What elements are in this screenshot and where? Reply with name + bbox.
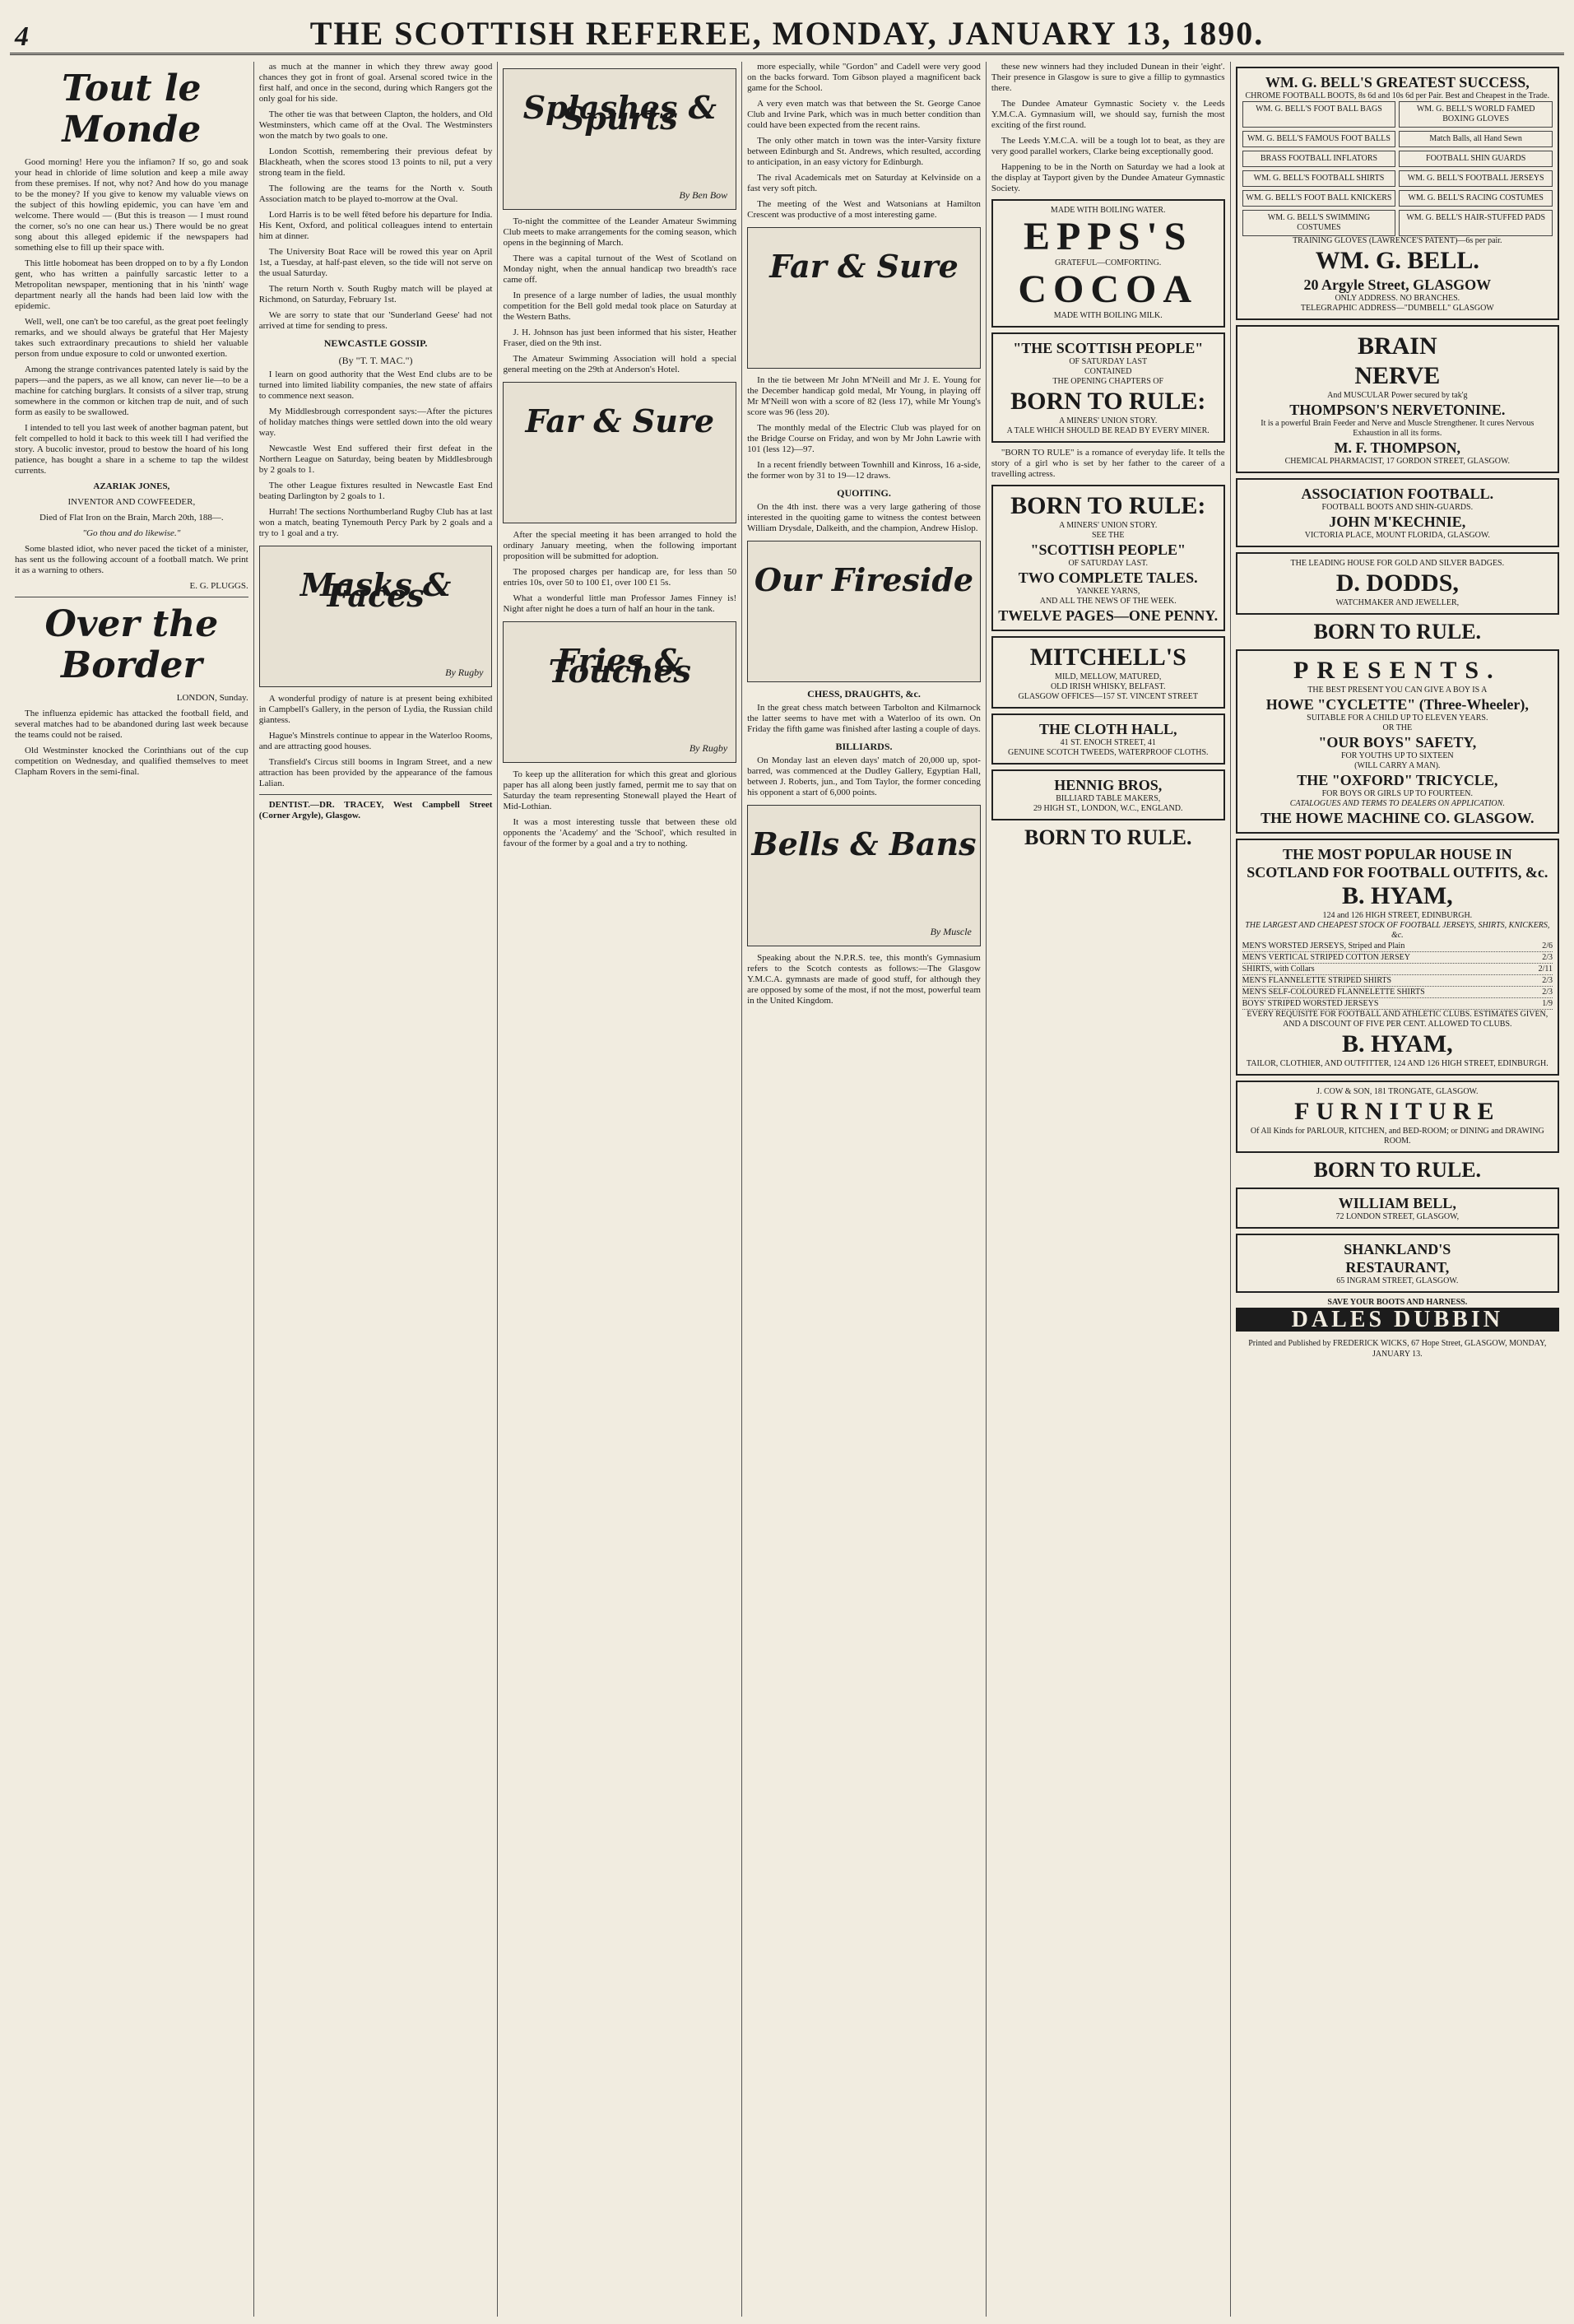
signoff-sub: INVENTOR AND COWFEEDER, — [67, 497, 196, 507]
price-item: MEN'S WORSTED JERSEYS, Striped and Plain — [1242, 941, 1405, 951]
ad-brand: THOMPSON'S NERVETONINE. — [1289, 402, 1506, 418]
ad-title: THE MOST POPULAR HOUSE IN SCOTLAND FOR FOOTBALL OUTFITS, &c. — [1247, 846, 1548, 881]
product-cell: WM. G. BELL'S FOOTBALL SHIRTS — [1242, 170, 1396, 187]
illustration-header — [503, 621, 736, 763]
price-value: 2/11 — [1538, 964, 1553, 974]
ad-line: OF SATURDAY LAST. — [1068, 559, 1149, 568]
sub-heading: BILLIARDS. — [835, 741, 893, 752]
ad-line: CHEMICAL PHARMACIST, 17 GORDON STREET, GLASGOW. — [1284, 457, 1510, 466]
article-paragraph: In the tie between Mr John M'Neill and Mr J. E. Young for the December handicap gold medal, Mr Young, in playing off Mr M'Neill won with a score of 82 (less 17), while Mr Young's score was 96 (less 20). — [747, 375, 981, 417]
price-value: 2/6 — [1542, 941, 1553, 951]
article-paragraph: The return North v. South Rugby match will be played at Richmond, on Saturday, February 1st. — [258, 284, 493, 304]
ad-title: HENNIG BROS, — [1054, 777, 1163, 793]
product-cell: WM. G. BELL'S SWIMMING COSTUMES — [1242, 210, 1396, 236]
ad-line: TRAINING GLOVES (LAWRENCE'S PATENT)—6s per pair. — [1293, 236, 1502, 245]
ad-brand: B. HYAM, — [1341, 1030, 1453, 1057]
price-row — [1242, 941, 1553, 952]
price-item: MEN'S VERTICAL STRIPED COTTON JERSEY — [1242, 953, 1410, 962]
illustration-byline: By Muscle — [930, 926, 972, 937]
article-paragraph: On Monday last an eleven days' match of 20,000 up, spot-barred, was commenced at the Dudley Gallery, Egyptian Hall, between J. Roberts, jun., and Tom Taylor, the former conceding his opponent a start of 6,000 points. — [747, 755, 981, 797]
product-cell: WM. G. BELL'S RACING COSTUMES — [1399, 190, 1553, 207]
product-cell: WM. G. BELL'S FOOTBALL JERSEYS — [1399, 170, 1553, 187]
illustration-header — [747, 805, 981, 946]
article-paragraph: This little hobomeat has been dropped on to by a fly London gent, who has written a painfully sarcastic letter to a Metropolitan newspaper, mentioning that in his 'ninth' wage department nearly all the hands had been laid low with the epidemic. — [15, 258, 248, 311]
ad-product: COCOA — [1018, 267, 1199, 311]
article-paragraph: Old Westminster knocked the Corinthians out of the cup competition on Wednesday, and qualified themselves to meet Clapham Rovers in the semi-final. — [15, 746, 248, 777]
article-paragraph: On the 4th inst. there was a very large gathering of those interested in the quoiting game to witness the contest between William Drysdale, Dalkeith, and the champion, Andrew Hislop. — [747, 502, 981, 533]
illustration-header — [503, 68, 736, 210]
ad-line: SAVE YOUR BOOTS AND HARNESS. — [1327, 1298, 1468, 1307]
ad-brand: EPPS'S — [1024, 215, 1193, 258]
illustration-title: Far & Sure — [769, 248, 959, 285]
ad-line: SUITABLE FOR A CHILD UP TO ELEVEN YEARS. — [1307, 713, 1488, 723]
illustration-header — [747, 227, 981, 369]
illustration-byline: By Ben Bow — [679, 189, 728, 201]
dales-dubbin-ad: DALES DUBBIN — [1236, 1308, 1559, 1332]
illustration-title: Masks & Faces — [299, 566, 452, 614]
ad-line: CATALOGUES AND TERMS TO DEALERS ON APPLICATION. — [1289, 799, 1505, 808]
article-paragraph: The following are the teams for the North v. South Association match to be played to-morrow at the Oval. — [258, 184, 493, 204]
dentist-ad: DENTIST.—DR. TRACEY, West Campbell Street (Corner Argyle), Glasgow. — [258, 800, 493, 820]
price-row — [1242, 975, 1553, 987]
ad-title: PRESENTS. — [1293, 657, 1502, 684]
illustration-byline: By Rugby — [689, 742, 728, 754]
article-paragraph: The influenza epidemic has attacked the football field, and several matches had to be abandoned during last week because the teams could not be raised. — [15, 709, 248, 740]
article-paragraph: The Dundee Amateur Gymnastic Society v. the Leeds Y.M.C.A. Gymnasium will, we should say, furnish the most exciting of the first round. — [991, 99, 1225, 130]
column-3 — [498, 62, 742, 2317]
article-paragraph: I learn on good authority that the West End clubs are to be turned into limited liability companies, the new state of affairs to commence next season. — [258, 370, 493, 401]
ad-line: M. F. THOMPSON, — [1334, 439, 1461, 456]
ad-line: THE "OXFORD" TRICYCLE, — [1297, 772, 1498, 788]
ad-line: OR THE — [1382, 723, 1413, 732]
ad-line: TWO COMPLETE TALES. — [1018, 569, 1198, 586]
ad-line: GRATEFUL—COMFORTING. — [1055, 258, 1162, 267]
sub-heading: NEWCASTLE GOSSIP. — [323, 337, 428, 349]
column-6-ads — [1231, 62, 1564, 2317]
article-paragraph: In a recent friendly between Townhill and Kinross, 16 a-side, the former won by 31 to 19—12 draws. — [747, 460, 981, 481]
article-paragraph: Newcastle West End suffered their first defeat in the Northern League on Saturday, being beaten by Middlesbrough by 2 goals to 1. — [258, 444, 493, 475]
dateline: LONDON, Sunday. — [176, 693, 248, 703]
ad-line: OLD IRISH WHISKY, BELFAST. — [1050, 682, 1166, 691]
ad-line: MILD, MELLOW, MATURED, — [1055, 672, 1162, 681]
ad-line: FOR YOUTHS UP TO SIXTEEN — [1340, 751, 1454, 760]
ad-brand: WILLIAM BELL, — [1338, 1195, 1456, 1211]
dodds-ad — [1236, 552, 1559, 615]
article-paragraph: The University Boat Race will be rowed this year on April 1st, a Tuesday, at half-past eleven, so the tide will not serve on the usual Saturday. — [258, 247, 493, 278]
ad-brand: FURNITURE — [1294, 1098, 1501, 1125]
ad-title: ASSOCIATION FOOTBALL. — [1301, 486, 1494, 502]
article-paragraph: The other League fixtures resulted in Newcastle East End beating Darlington by 2 goals to 1. — [258, 481, 493, 501]
ad-line: THE OPENING CHAPTERS OF — [1052, 377, 1164, 386]
article-paragraph: Among the strange contrivances patented lately is said by the papers—and the papers, as we all know, can never lie—to be a machine for catching burglars. It consists of a silver trap, strung somewhere in the common or kitchen trap de nuit, and of such form as easily to be swallowed. — [15, 365, 248, 417]
epps-cocoa-ad — [991, 199, 1225, 328]
sub-heading: QUOITING. — [837, 487, 891, 499]
ad-title: "THE SCOTTISH PEOPLE" — [1013, 340, 1204, 356]
ad-line: RESTAURANT, — [1345, 1259, 1450, 1276]
article-paragraph: these new winners had they included Dunean in their 'eight'. Their presence in Glasgow is sure to give a fillip to gymnastics there. — [991, 62, 1225, 93]
ad-line: 41 ST. ENOCH STREET, 41 — [1060, 738, 1156, 747]
association-football-ad — [1236, 478, 1559, 547]
ad-title: THE CLOTH HALL, — [1038, 721, 1177, 737]
ad-line: GLASGOW OFFICES—157 ST. VINCENT STREET — [1018, 692, 1198, 701]
article-paragraph: There was a capital turnout of the West of Scotland on Monday night, when the annual handicap two breadth's race came off. — [503, 253, 737, 285]
ad-line: OF SATURDAY LAST — [1069, 357, 1148, 366]
quote: "Go thou and do likewise." — [82, 528, 181, 538]
article-paragraph: A wonderful prodigy of nature is at present being exhibited in Campbell's Gallery, in the person of Lydia, the Russian child giantess. — [258, 694, 493, 725]
ad-line: THE LARGEST AND CHEAPEST STOCK OF FOOTBALL JERSEYS, SHIRTS, KNICKERS, &c. — [1245, 921, 1550, 940]
article-paragraph: To-night the committee of the Leander Amateur Swimming Club meets to make arrangements for the coming season, which opens in the beginning of March. — [503, 216, 737, 248]
byline: (By "T. T. MAC.") — [338, 355, 413, 366]
article-paragraph: London Scottish, remembering their previous defeat by Blackheath, when the scores stood 13 points to nil, put a very strong team in the field. — [258, 146, 493, 178]
ad-line: FOR BOYS OR GIRLS UP TO FOURTEEN. — [1321, 789, 1474, 798]
article-paragraph: Lord Harris is to be well fêted before his departure for India. His Kent, Oxford, and political colleagues intend to entertain him at dinner. — [258, 210, 493, 241]
price-value: 2/3 — [1542, 976, 1553, 985]
product-cell: WM. G. BELL'S HAIR-STUFFED PADS — [1399, 210, 1553, 236]
ad-line: "OUR BOYS" SAFETY, — [1318, 734, 1477, 751]
ad-line: And MUSCULAR Power secured by tak'g — [1327, 391, 1468, 400]
price-row — [1242, 987, 1553, 998]
hyam-ad — [1236, 839, 1559, 1076]
ad-line: FOOTBALL BOOTS AND SHIN-GUARDS. — [1321, 503, 1474, 512]
sub-heading: CHESS, DRAUGHTS, &c. — [807, 688, 921, 700]
ad-line: EVERY REQUISITE FOR FOOTBALL AND ATHLETIC CLUBS. ESTIMATES GIVEN, AND A DISCOUNT OF FIVE PER CENT. ALLOWED TO CLUBS. — [1247, 1010, 1548, 1029]
ad-line: BILLIARD TABLE MAKERS, — [1056, 794, 1161, 803]
article-paragraph: The other tie was that between Clapton, the holders, and Old Westminsters, which came off at the Oval. The Westminsters won the match by two goals to one. — [258, 109, 493, 141]
ad-line: 124 and 126 HIGH STREET, EDINBURGH. — [1322, 911, 1473, 920]
scottish-people-ad — [991, 332, 1225, 443]
article-paragraph: more especially, while "Gordon" and Cadell were very good on the backs forward. Tom Gibson played a magnificent back game for the School. — [747, 62, 981, 93]
article-paragraph: A very even match was that between the St. George Canoe Club and Irvine Park, which was in much better condition than could have been expected from the recent rains. — [747, 99, 981, 130]
ad-line: It is a powerful Brain Feeder and Nerve and Muscle Strengthener. It cures Nervous Exhaustion in all its forms. — [1261, 419, 1535, 438]
ad-line: MADE WITH BOILING WATER. — [1050, 206, 1166, 215]
price-value: 2/3 — [1542, 953, 1553, 962]
article-paragraph: The monthly medal of the Electric Club was played for on the Bridge Course on Friday, and won by Mr John Lawrie with 101 (less 12)—97. — [747, 423, 981, 454]
ad-line: BRAIN — [1357, 332, 1437, 360]
printer-imprint: Printed and Published by FREDERICK WICKS, 67 Hope Street, GLASGOW, MONDAY, JANUARY 13. — [1248, 1339, 1547, 1359]
hennig-ad — [991, 769, 1225, 820]
illustration-header — [259, 546, 493, 687]
illustration-title: Far & Sure — [525, 402, 715, 439]
ad-line: 65 INGRAM STREET, GLASGOW. — [1336, 1276, 1459, 1285]
ad-line: WATCHMAKER AND JEWELLER, — [1335, 598, 1460, 607]
ad-line: YANKEE YARNS, — [1076, 587, 1140, 596]
article-paragraph: I intended to tell you last week of another bagman patent, but felt compelled to hold it back to this week till I had verified the story. A bucolic investor, proud to bestow the hoard of his long patience, has bought a share in a scheme to tap the wildest currents. — [15, 423, 248, 476]
price-row — [1242, 998, 1553, 1010]
article-paragraph: Good morning! Here you the infiamon? If so, go and soak your head in chloride of lime solution and keep a mile away from these premises. If not, why not? And how do you manage to be the money? If you give to kenow my valuable views on the subject of this howling epidemic, you can have 'em and welcome. There would — (But this is treason — I must round the corner, so's no one can hear us.) There would be no great song about this alleged epidemic if the newspapers had something else to fill up their space with. — [15, 157, 248, 253]
price-item: BOYS' STRIPED WORSTED JERSEYS — [1242, 999, 1379, 1008]
illustration-title: Fries & Touches — [548, 642, 691, 690]
bell-product-grid — [1242, 101, 1553, 236]
william-bell-ad — [1236, 1188, 1559, 1229]
hyam-price-list — [1242, 941, 1553, 1010]
illustration-title: Splashes & Spurts — [522, 89, 717, 137]
article-paragraph: The proposed charges per handicap are, for less than 50 entries 10s, over 50 to 100 £1, over 100 £1 5s. — [503, 567, 737, 588]
ad-line: JOHN M'KECHNIE, — [1329, 514, 1466, 530]
ad-line: TELEGRAPHIC ADDRESS—"DUMBELL" GLASGOW — [1300, 304, 1494, 313]
ad-line: 20 Argyle Street, GLASGOW — [1303, 277, 1492, 293]
ad-body: "BORN TO RULE" is a romance of everyday life. It tells the story of a girl who is set by her father to the career of a travelling actress. — [991, 448, 1225, 479]
article-paragraph: To keep up the alliteration for which this great and glorious paper has all along been justly famed, permit me to say that on Saturday the team representing Stonewall played the Heart of Mid-Lothian. — [503, 769, 737, 811]
ad-line: Of All Kinds for PARLOUR, KITCHEN, and BED-ROOM; or DINING and DRAWING ROOM. — [1250, 1127, 1544, 1146]
article-paragraph: Transfield's Circus still booms in Ingram Street, and a new attraction has been provided by the appearance of the famous Lalian. — [258, 757, 493, 788]
ad-line: 72 LONDON STREET, GLASGOW, — [1335, 1212, 1460, 1221]
price-value: 1/9 — [1542, 999, 1553, 1008]
article-paragraph: It was a most interesting tussle that between these old opponents the 'Academy' and the 'School', which resulted in favour of the former by a goal and a try to nothing. — [503, 817, 737, 848]
price-row — [1242, 952, 1553, 964]
mitchells-whisky-ad — [991, 636, 1225, 709]
born-to-rule-ad — [991, 485, 1225, 631]
price-item: MEN'S FLANNELETTE STRIPED SHIRTS — [1242, 976, 1392, 985]
ad-brand: THE HOWE MACHINE CO. GLASGOW. — [1261, 810, 1535, 826]
section-heading: Over the Border — [44, 603, 219, 686]
column-1 — [10, 62, 254, 2317]
born-to-rule-banner: BORN TO RULE. — [1313, 1158, 1482, 1182]
article-paragraph: Happening to be in the North on Saturday we had a look at the display at Tayport given by the Dundee Amateur Gymnastic Society. — [991, 162, 1225, 193]
illustration-title: Bells & Bans — [751, 825, 977, 862]
product-cell: Match Balls, all Hand Sewn — [1399, 131, 1553, 147]
article-paragraph: as much at the manner in which they threw away good chances they got in front of goal. Arsenal scored twice in the first half, and once in the second, during which Rangers got the only goal for his side. — [258, 62, 493, 104]
ad-line: THE LEADING HOUSE FOR GOLD AND SILVER BADGES. — [1290, 559, 1505, 568]
ad-line: A MINERS' UNION STORY. — [1059, 416, 1158, 425]
ad-line: TAILOR, CLOTHIER, AND OUTFITTER, 124 AND 126 HIGH STREET, EDINBURGH. — [1246, 1059, 1548, 1068]
signature: E. G. PLUGGS. — [189, 581, 248, 591]
article-paragraph: What a wonderful little man Professor James Finney is! Night after night he does a turn of half an hour in the tank. — [503, 593, 737, 614]
price-item: SHIRTS, with Collars — [1242, 964, 1315, 974]
column-5 — [987, 62, 1231, 2317]
signoff-date: Died of Flat Iron on the Brain, March 20th, 188—. — [39, 513, 224, 523]
ad-line: VICTORIA PLACE, MOUNT FLORIDA, GLASGOW. — [1304, 531, 1490, 540]
born-to-rule-banner: BORN TO RULE. — [1024, 825, 1192, 849]
product-cell: BRASS FOOTBALL INFLATORS — [1242, 151, 1396, 167]
ad-brand: D. DODDS, — [1335, 569, 1459, 597]
ad-title: WM. G. BELL'S GREATEST SUCCESS, — [1265, 74, 1530, 91]
article-paragraph: After the special meeting it has been arranged to hold the ordinary January meeting, when the following important proposition will be submitted for adoption. — [503, 530, 737, 561]
column-4 — [742, 62, 987, 2317]
ad-line: ONLY ADDRESS. NO BRANCHES. — [1335, 294, 1460, 303]
ad-line: NERVE — [1354, 362, 1441, 389]
section-heading: Tout le Monde — [62, 67, 202, 151]
article-paragraph: The only other match in town was the inter-Varsity fixture between Edinburgh and St. Andrews, which resulted, according to anticipation, in an easy victory for Edinburgh. — [747, 136, 981, 167]
ad-line: TWELVE PAGES—ONE PENNY. — [998, 607, 1219, 624]
ad-line: A TALE WHICH SHOULD BE READ BY EVERY MINER. — [1006, 426, 1210, 435]
masthead — [10, 7, 1564, 55]
born-to-rule-banner: BORN TO RULE. — [1313, 620, 1482, 644]
ad-line: GENUINE SCOTCH TWEEDS, WATERPROOF CLOTHS. — [1007, 748, 1209, 757]
ad-story: BORN TO RULE: — [1010, 492, 1206, 519]
ad-line: (WILL CARRY A MAN). — [1354, 761, 1441, 770]
product-cell: WM. G. BELL'S FOOT BALL BAGS — [1242, 101, 1396, 128]
ad-line: AND ALL THE NEWS OF THE WEEK. — [1039, 597, 1177, 606]
article-paragraph: Hague's Minstrels continue to appear in the Waterloo Rooms, and are attracting good houses. — [258, 731, 493, 751]
ad-line: SEE THE — [1091, 531, 1125, 540]
price-item: MEN'S SELF-COLOURED FLANNELETTE SHIRTS — [1242, 988, 1425, 997]
ad-line: HOWE "CYCLETTE" (Three-Wheeler), — [1265, 696, 1529, 713]
ad-title: "SCOTTISH PEOPLE" — [1030, 541, 1186, 558]
shanklands-ad — [1236, 1234, 1559, 1293]
howe-presents-ad — [1236, 649, 1559, 834]
product-cell: WM. G. BELL'S WORLD FAMED BOXING GLOVES — [1399, 101, 1553, 128]
cloth-hall-ad — [991, 713, 1225, 765]
ad-brand: SHANKLAND'S — [1344, 1241, 1451, 1257]
article-paragraph: The meeting of the West and Watsonians at Hamilton Crescent was productive of a most interesting game. — [747, 199, 981, 220]
illustration-byline: By Rugby — [445, 667, 484, 678]
price-row — [1242, 964, 1553, 975]
ad-story: BORN TO RULE: — [1010, 388, 1206, 415]
article-paragraph: Hurrah! The sections Northumberland Rugby Club has at last won a match, beating Tynemouth Percy Park by 2 goals and a try to 1 goal and a try. — [258, 507, 493, 538]
ad-brand: B. HYAM, — [1341, 882, 1453, 909]
page-number: 4 — [15, 21, 29, 52]
ad-line: A MINERS' UNION STORY. — [1059, 521, 1158, 530]
article-paragraph: The Amateur Swimming Association will hold a special general meeting on the 29th at Anderson's Hotel. — [503, 354, 737, 374]
ad-line: J. COW & SON, 181 TRONGATE, GLASGOW. — [1316, 1087, 1479, 1096]
ad-brand: MITCHELL'S — [1029, 644, 1186, 671]
price-value: 2/3 — [1542, 988, 1553, 997]
product-cell: WM. G. BELL'S FAMOUS FOOT BALLS — [1242, 131, 1396, 147]
article-paragraph: Speaking about the N.P.R.S. tee, this month's Gymnasium refers to the Scotch contests as follows:—The Glasgow Y.M.C.A. gymnasts are made of good stuff, for although they are opposed by some of the most, if not the most, powerful team in the United Kingdom. — [747, 953, 981, 1006]
article-paragraph: We are sorry to state that our 'Sunderland Geese' had not arrived at time for sending to press. — [258, 310, 493, 331]
illustration-header — [503, 382, 736, 523]
article-paragraph: Well, well, one can't be too careful, as the great poet feelingly remarks, and we should always be grateful that Her Majesty takes such extraordinary precautions to shield her valuable person from undue exposure to cold or unwonted exertion. — [15, 317, 248, 359]
ad-line: CHROME FOOTBALL BOOTS, 8s 6d and 10s 6d per Pair. Best and Cheapest in the Trade. — [1245, 91, 1550, 100]
article-paragraph: The Leeds Y.M.C.A. will be a tough lot to beat, as they are very good parallel workers, Clarke being exceptionally good. — [991, 136, 1225, 156]
signoff: AZARIAK JONES, — [93, 481, 170, 491]
article-paragraph: In presence of a large number of ladies, the usual monthly competition for the Bell gold medal took place on Saturday at the Western Baths. — [503, 290, 737, 322]
illustration-header — [747, 541, 981, 682]
ad-line: 29 HIGH ST., LONDON, W.C., ENGLAND. — [1033, 804, 1183, 813]
product-cell: WM. G. BELL'S FOOT BALL KNICKERS — [1242, 190, 1396, 207]
illustration-title: Our Fireside — [754, 561, 974, 598]
ad-brand: WM. G. BELL. — [1315, 247, 1479, 274]
columns — [10, 62, 1564, 2317]
article-paragraph: My Middlesbrough correspondent says:—After the pictures of holiday matches things were settled down into the old weary way. — [258, 407, 493, 438]
cow-furniture-ad — [1236, 1081, 1559, 1153]
article-paragraph: Some blasted idiot, who never paced the ticket of a minister, has sent us the following account of a football match. We print it as a warning to others. — [15, 544, 248, 575]
ad-line: MADE WITH BOILING MILK. — [1053, 311, 1163, 320]
bell-ad — [1236, 67, 1559, 320]
article-paragraph: J. H. Johnson has just been informed that his sister, Heather Fraser, died on the 9th inst. — [503, 328, 737, 348]
paper-title: THE SCOTTISH REFEREE, MONDAY, JANUARY 13, 1890. — [309, 15, 1265, 52]
article-paragraph: The rival Academicals met on Saturday at Kelvinside on a fast very soft pitch. — [747, 173, 981, 193]
nervetonine-ad — [1236, 325, 1559, 473]
ad-line: THE BEST PRESENT YOU CAN GIVE A BOY IS A — [1307, 686, 1488, 695]
ad-line: CONTAINED — [1084, 367, 1132, 376]
article-paragraph: In the great chess match between Tarbolton and Kilmarnock the latter seems to have met with a Waterloo of its own. On Friday the fifth game was finished after lasting a couple of days. — [747, 703, 981, 734]
product-cell: FOOTBALL SHIN GUARDS — [1399, 151, 1553, 167]
column-2 — [254, 62, 499, 2317]
